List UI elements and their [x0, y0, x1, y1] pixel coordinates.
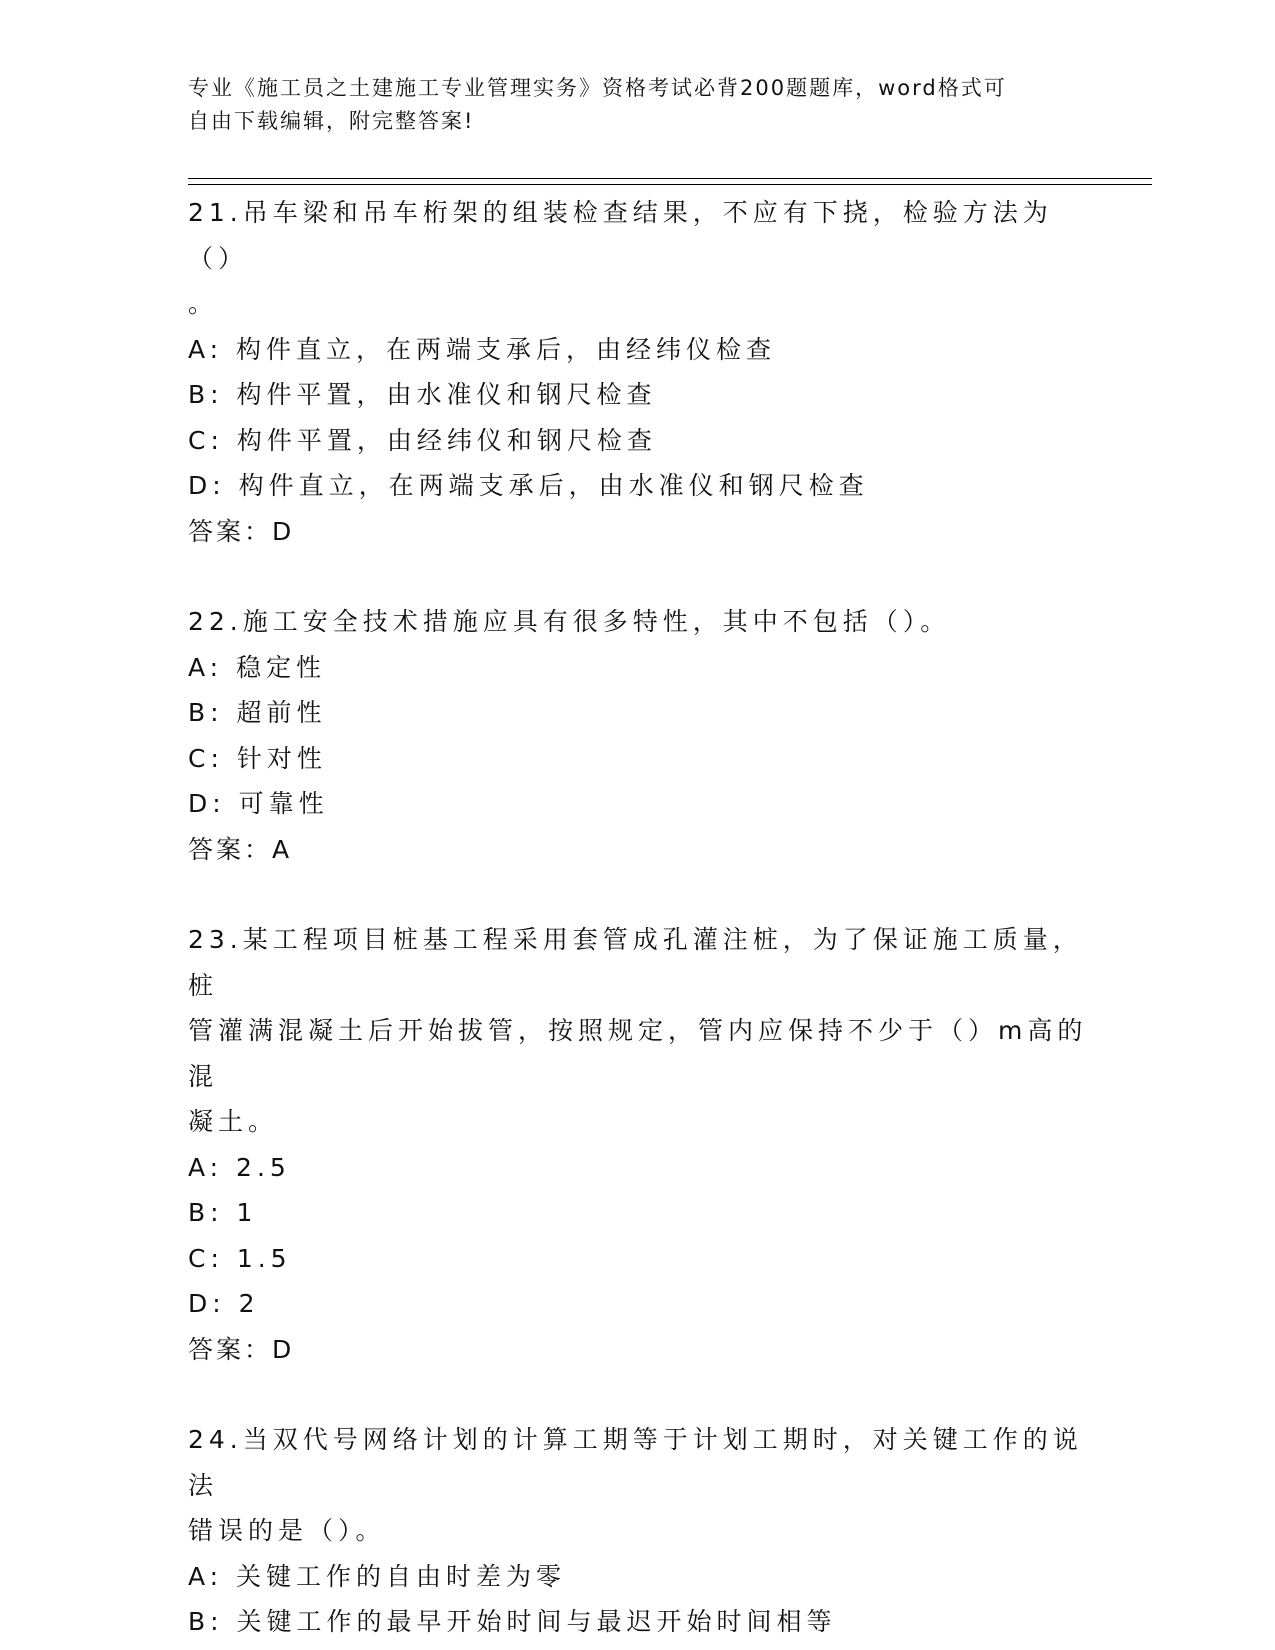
option-a: A: 稳定性 [188, 652, 327, 682]
question-text-line: 21.吊车梁和吊车桁架的组装检查结果，不应有下挠，检验方法为（） [188, 198, 1053, 273]
header-rule-bottom [188, 184, 1152, 185]
option-d: D: 2 [188, 1289, 260, 1318]
option-a: A: 关键工作的自由时差为零 [188, 1561, 567, 1591]
question-text-line: 24.当双代号网络计划的计算工期等于计划工期时，对关键工作的说法 [188, 1425, 1083, 1500]
question-21 [188, 190, 1088, 554]
question-spacer [188, 554, 1088, 599]
question-22 [188, 599, 1088, 872]
question-text-line: 22.施工安全技术措施应具有很多特性，其中不包括（）。 [188, 607, 951, 636]
option-d: D: 构件直立，在两端支承后，由水准仪和钢尺检查 [188, 471, 869, 500]
document-header [188, 72, 1068, 138]
option-b: B: 构件平置，由水准仪和钢尺检查 [188, 380, 657, 409]
option-b: B: 关键工作的最早开始时间与最迟开始时间相等 [188, 1607, 837, 1636]
question-24 [188, 1417, 1088, 1645]
question-text-line: 23.某工程项目桩基工程采用套管成孔灌注桩，为了保证施工质量，桩 [188, 925, 1083, 1000]
option-d: D: 可靠性 [188, 789, 329, 818]
option-b: B: 超前性 [188, 698, 327, 727]
header-line-1: 专业《施工员之土建施工专业管理实务》资格考试必背200题题库，word格式可 [188, 76, 1007, 100]
question-23 [188, 917, 1088, 1372]
question-text-line: 管灌满混凝土后开始拔管，按照规定，管内应保持不少于（）m高的混 [188, 1016, 1088, 1091]
answer: 答案：A [188, 834, 293, 864]
option-a: A: 构件直立，在两端支承后，由经纬仪检查 [188, 334, 777, 364]
question-text-line: 凝土。 [188, 1107, 279, 1136]
header-line-2: 自由下载编辑，附完整答案! [188, 109, 475, 133]
option-c: C: 1.5 [188, 1243, 292, 1273]
option-a: A: 2.5 [188, 1152, 291, 1182]
question-spacer [188, 872, 1088, 917]
option-c: C: 构件平置，由经纬仪和钢尺检查 [188, 425, 657, 455]
question-list [188, 190, 1088, 1645]
header-rule-top [188, 178, 1152, 179]
answer: 答案：D [188, 516, 295, 546]
option-b: B: 1 [188, 1198, 258, 1227]
answer: 答案：D [188, 1334, 295, 1364]
question-text-line: 错误的是（）。 [188, 1516, 386, 1545]
question-text-line: 。 [188, 289, 219, 318]
question-spacer [188, 1372, 1088, 1417]
option-c: C: 针对性 [188, 743, 327, 773]
